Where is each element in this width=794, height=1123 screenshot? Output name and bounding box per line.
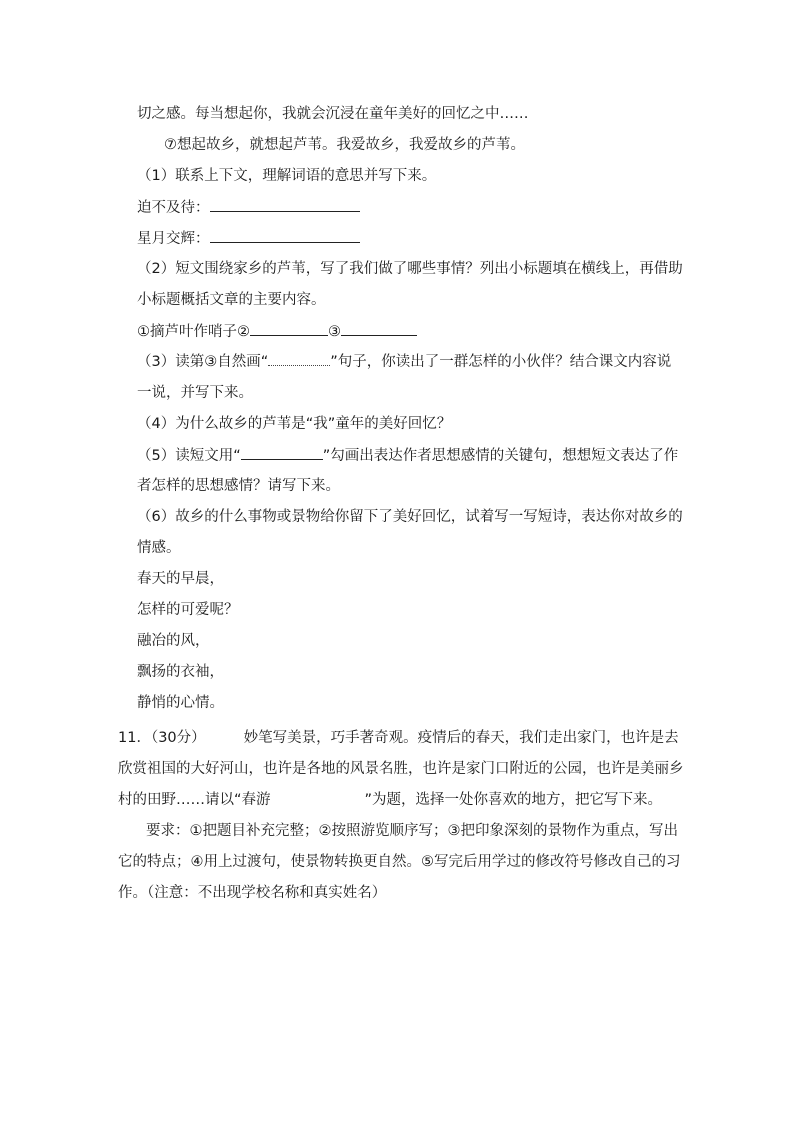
poem-line: 融冶的风， — [137, 633, 210, 649]
question-11-line-1 — [118, 728, 679, 748]
question-11-line-3 — [118, 790, 662, 810]
question-6-line-2: 情感。 — [137, 540, 181, 556]
term-2-answer-blank[interactable] — [210, 228, 360, 243]
question-6-line-1: （6）故乡的什么事物或景物给你留下了美好回忆，试着写一写短诗，表达你对故乡的 — [137, 509, 683, 525]
poem-line: 飘扬的衣袖， — [137, 664, 224, 680]
term-1-answer-blank[interactable] — [210, 197, 360, 212]
question-5-blank[interactable] — [241, 445, 323, 460]
question-5-line-1 — [137, 445, 678, 466]
term-1-label: 迫不及待： — [137, 200, 210, 216]
term-1-row — [137, 197, 360, 218]
title-suffix: ”为题，选择一处你喜欢的地方，把它写下来。 — [364, 792, 663, 808]
question-5-line-2: 者怎样的思想感情？请写下来。 — [137, 478, 340, 494]
subtitle-2-blank[interactable] — [250, 321, 328, 336]
question-4: （4）为什么故乡的芦苇是“我”童年的美好回忆？ — [137, 416, 452, 432]
subtitle-3-blank[interactable] — [341, 321, 417, 336]
question-2-line-2: 小标题概括文章的主要内容。 — [137, 292, 326, 308]
requirements-line-2: 它的特点；④用上过渡句，使景物转换更自然。⑤写完后用学过的修改符号修改自己的习 — [118, 854, 681, 870]
question-3-line-2: 一说，并写下来。 — [137, 385, 253, 401]
subtitle-row — [137, 321, 417, 342]
question-3-quote-blank[interactable] — [268, 353, 330, 366]
poem-line: 静悄的心情。 — [137, 695, 224, 711]
title-prefix: 村的田野……请以“春游 — [118, 792, 271, 808]
poem-line: 春天的早晨， — [137, 571, 224, 587]
term-2-label: 星月交辉： — [137, 231, 210, 247]
subtitle-1: ①摘芦叶作哨子② — [137, 324, 250, 340]
question-3-pre: （3）读第③自然画“ — [137, 354, 269, 370]
question-5-post: ”勾画出表达作者思想感情的关键句，想想短文表达了作 — [322, 448, 679, 464]
passage-line-2: ⑦想起故乡，就想起芦苇。我爱故乡，我爱故乡的芦苇。 — [164, 137, 525, 153]
question-11-number: 11．（30分） — [118, 730, 206, 746]
term-2-row — [137, 228, 360, 249]
question-3-line-1 — [137, 352, 671, 372]
requirements-line-1: 要求：①把题目补充完整；②按照游览顺序写；③把印象深刻的景物作为重点，写出 — [146, 823, 678, 839]
question-1: （1）联系上下文，理解词语的意思并写下来。 — [137, 168, 437, 184]
question-11-prompt: 妙笔写美景，巧手著奇观。疫情后的春天，我们走出家门，也许是去 — [243, 730, 679, 746]
poem-line: 怎样的可爱呢？ — [137, 602, 239, 618]
question-11-line-2: 欣赏祖国的大好河山，也许是各地的风景名胜，也许是家门口附近的公园，也许是美丽乡 — [118, 761, 684, 777]
question-2-line-1: （2）短文围绕家乡的芦苇，写了我们做了哪些事情？列出小标题填在横线上，再借助 — [137, 261, 683, 277]
question-3-post: ”句子，你读出了一群怎样的小伙伴？结合课文内容说 — [330, 354, 672, 370]
requirements-line-3: 作。（注意：不出现学校名称和真实姓名） — [118, 885, 387, 901]
question-5-pre: （5）读短文用“ — [137, 448, 241, 464]
subtitle-3-label: ③ — [328, 324, 341, 340]
passage-line-1: 切之感。每当想起你，我就会沉浸在童年美好的回忆之中…… — [137, 106, 529, 122]
